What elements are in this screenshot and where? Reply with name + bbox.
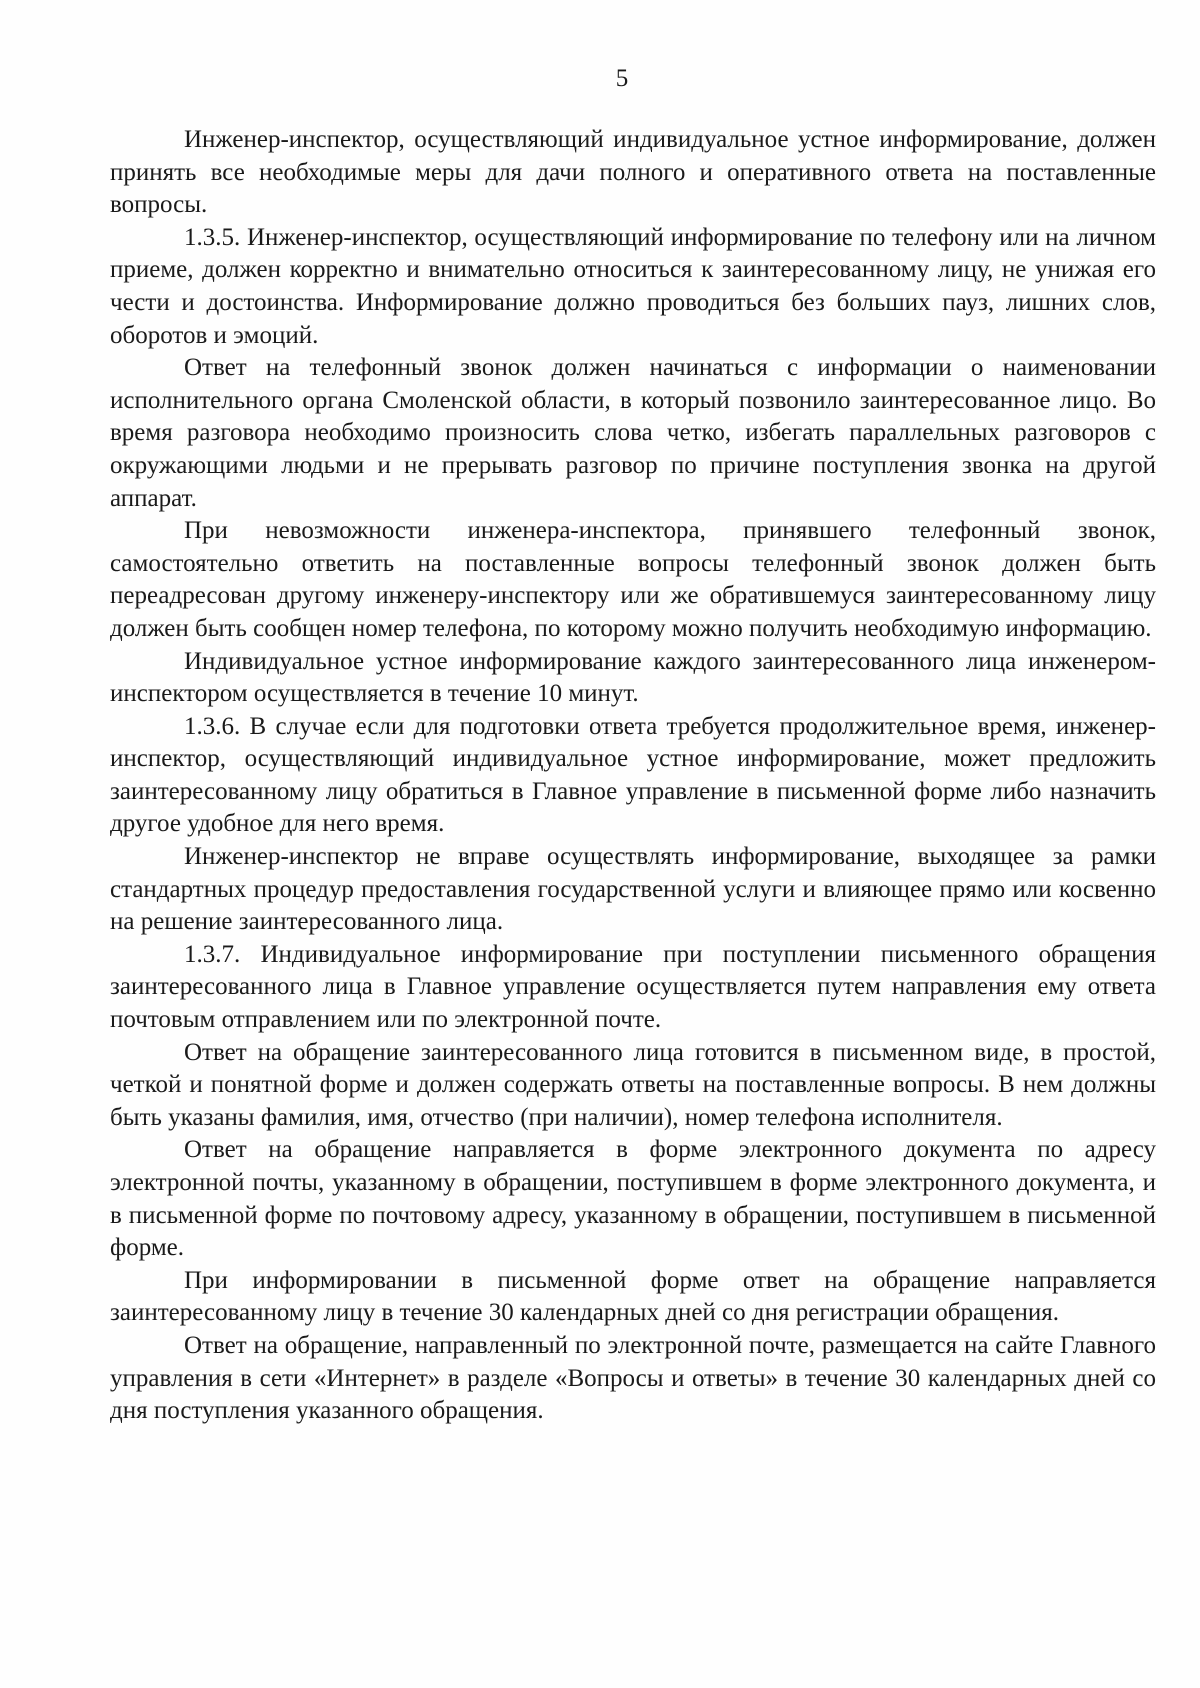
paragraph-oral-info-duration: Индивидуальное устное информирование каждого заинтересованного лица инженером-инспектором осуществляется в течение 10 минут.: [110, 647, 1156, 708]
paragraph-1-3-7: 1.3.7. Индивидуальное информирование при поступлении письменного обращения заинтересованного лица в Главное управление осуществляется путем направления ему ответа почтовым отправлением или по электронной почте.: [110, 940, 1156, 1034]
paragraph-answer-delivery: Ответ на обращение направляется в форме электронного документа по адресу электронной почты, указанному в обращении, поступившем в форме электронного документа, и в письменной форме по почтовому адресу, указанному в обращении, поступившем в письменной форме.: [110, 1136, 1156, 1262]
page-number: 5: [615, 65, 629, 92]
paragraph-oral-info-duty: Инженер-инспектор, осуществляющий индивидуальное устное информирование, должен принять все необходимые меры для дачи полного и оперативного ответа на поставленные вопросы.: [110, 126, 1156, 219]
paragraph-phone-answer: Ответ на телефонный звонок должен начинаться с информации о наименовании исполнительного органа Смоленской области, в который позвонило заинтересованное лицо. Во время разговора необходимо произносить слова четко, избегать параллельных разговоров с окружающими людьми и не прерывать разговор по причине поступления звонка на другой аппарат.: [110, 354, 1156, 512]
paragraph-written-answer: Ответ на обращение заинтересованного лица готовится в письменном виде, в простой, четкой и понятной форме и должен содержать ответы на поставленные вопросы. В нем должны быть указаны фамилия, имя, отчество (при наличии), номер телефона исполнителя.: [110, 1038, 1156, 1131]
paragraph-call-redirect: При невозможности инженера-инспектора, принявшего телефонный звонок, самостоятельно ответить на поставленные вопросы телефонный звонок должен быть переадресован другому инженеру-инспектору или же обратившемуся заинтересованному лицу должен быть сообщен номер телефона, по которому можно получить необходимую информацию.: [110, 517, 1156, 642]
paragraph-info-limits: Инженер-инспектор не вправе осуществлять информирование, выходящее за рамки стандартных процедур предоставления государственной услуги и влияющее прямо или косвенно на решение заинтересованного лица.: [110, 843, 1156, 936]
paragraph-written-deadline: При информировании в письменной форме ответ на обращение направляется заинтересованному лицу в течение 30 календарных дней со дня регистрации обращения.: [110, 1266, 1156, 1327]
paragraph-1-3-5: 1.3.5. Инженер-инспектор, осуществляющий информирование по телефону или на личном приеме, должен корректно и внимательно относиться к заинтересованному лицу, не унижая его чести и достоинства. Информирование должно проводиться без больших пауз, лишних слов, оборотов и эмоций.: [110, 223, 1156, 349]
paragraph-1-3-6: 1.3.6. В случае если для подготовки ответа требуется продолжительное время, инженер-инспектор, осуществляющий индивидуальное устное информирование, может предложить заинтересованному лицу обратиться в Главное управление в письменной форме либо назначить другое удобное для него время.: [110, 712, 1156, 838]
document-body: [110, 124, 1156, 1428]
paragraph-email-answer-publication: Ответ на обращение, направленный по электронной почте, размещается на сайте Главного управления в сети «Интернет» в разделе «Вопросы и ответы» в течение 30 календарных дней со дня поступления указанного обращения.: [110, 1331, 1156, 1425]
